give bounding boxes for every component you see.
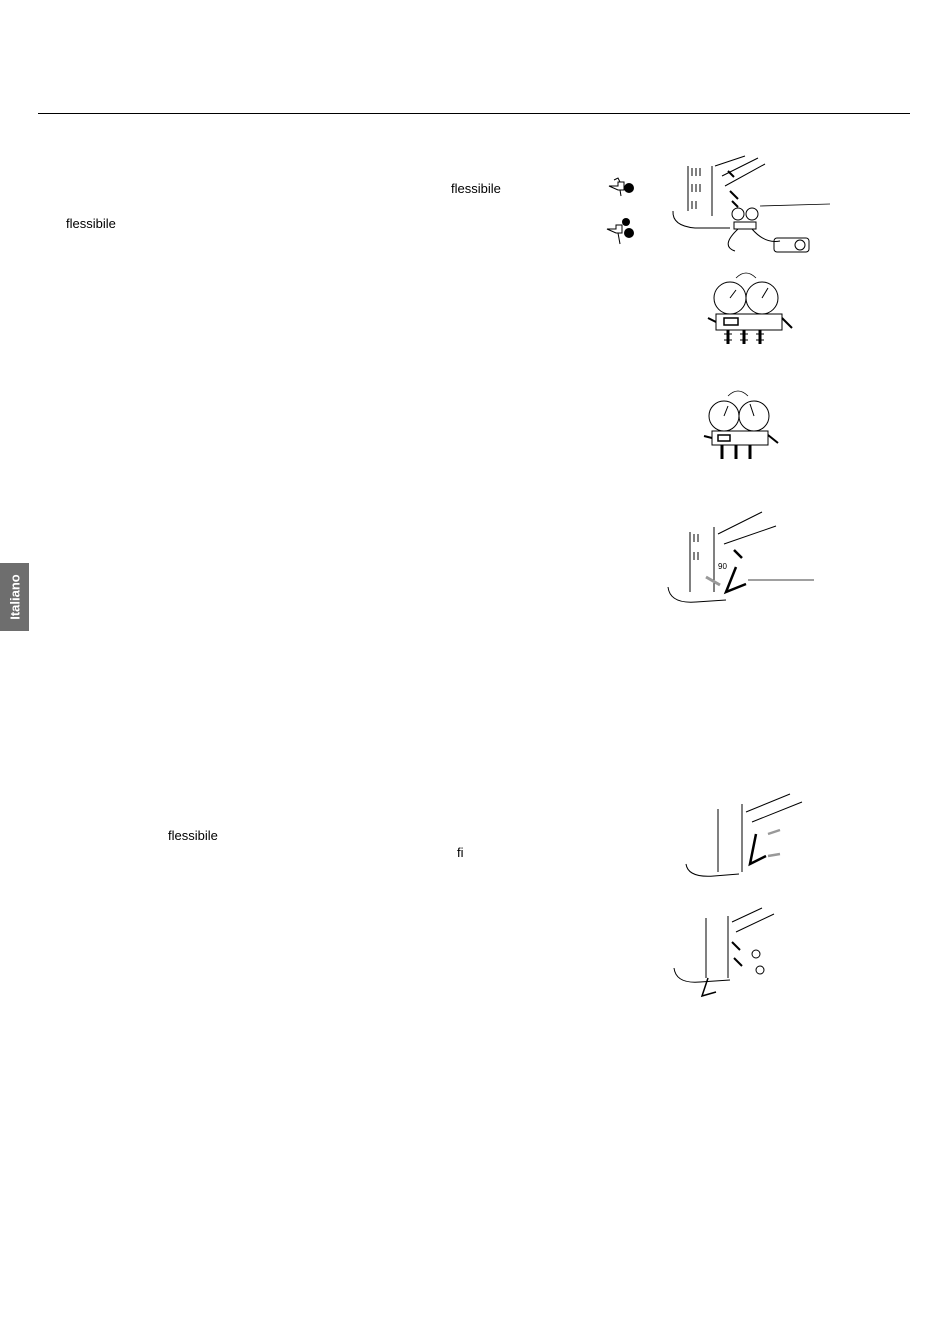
valve-tightening-diagram [684,794,810,880]
vacuum-pump-diagram [670,156,832,256]
label-flessibile-bottom: flessibile [168,828,218,843]
hex-wrench-diagram [666,512,814,608]
label-flessibile-right: flessibile [451,181,501,196]
angle-label: 90 [718,562,727,571]
label-flessibile-left: flessibile [66,216,116,231]
header-rule [38,113,910,114]
valve-closed-icon [606,176,636,198]
manifold-gauge-open-diagram [706,268,800,354]
language-tab[interactable] [0,563,29,631]
valve-caps-diagram [670,908,780,998]
manifold-gauge-closed-diagram [702,386,784,466]
valve-open-icon [604,216,636,246]
language-tab-label: Italiano [7,574,22,620]
label-fi-fragment: fi [457,845,464,860]
